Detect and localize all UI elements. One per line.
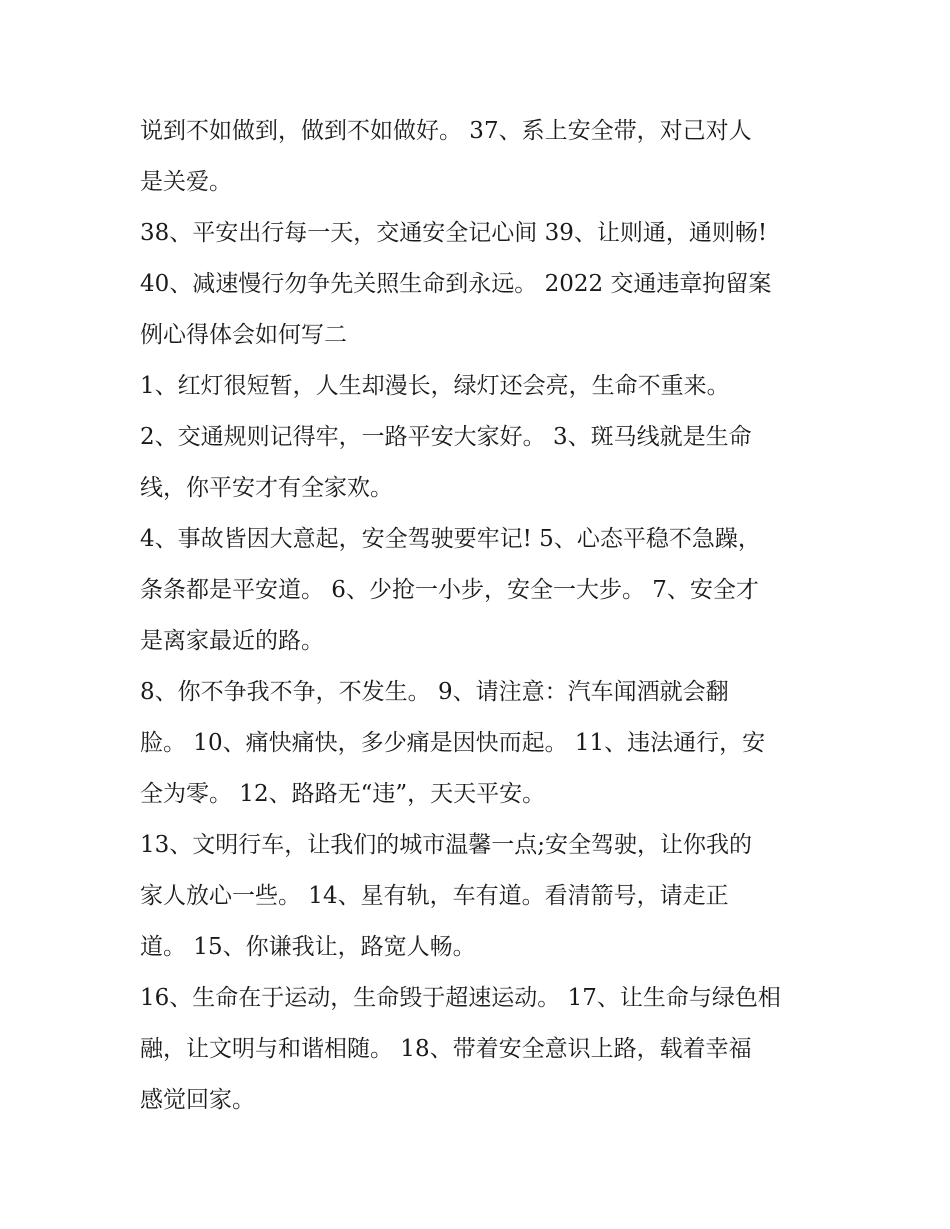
text-line: 全为零。 12、路路无“违”，天天平安。 bbox=[140, 781, 546, 807]
text-line: 是离家最近的路。 bbox=[140, 628, 324, 654]
text-line: 16、生命在于运动，生命毁于超速运动。 17、让生命与绿色相 bbox=[140, 985, 781, 1011]
text-line: 40、减速慢行勿争先关照生命到永远。 2022 交通违章拘留案 bbox=[140, 271, 772, 297]
text-line: 说到不如做到，做到不如做好。 37、系上安全带，对己对人 bbox=[140, 118, 752, 144]
text-line: 融，让文明与和谐相随。 18、带着安全意识上路，载着幸福 bbox=[140, 1036, 752, 1062]
text-line: 家人放心一些。 14、星有轨，车有道。看清箭号，请走正 bbox=[140, 883, 729, 909]
text-line: 感觉回家。 bbox=[140, 1087, 255, 1113]
text-line: 是关爱。 bbox=[140, 169, 232, 195]
text-line: 13、文明行车，让我们的城市温馨一点;安全驾驶，让你我的 bbox=[140, 832, 753, 858]
text-line: 线，你平安才有全家欢。 bbox=[140, 475, 393, 501]
text-line: 1、红灯很短暂，人生却漫长，绿灯还会亮，生命不重来。 bbox=[140, 373, 730, 399]
text-line: 4、事故皆因大意起，安全驾驶要牢记! 5、心态平稳不急躁， bbox=[140, 526, 761, 552]
text-line: 道。 15、你谦我让，路宽人畅。 bbox=[140, 934, 476, 960]
text-line: 脸。 10、痛快痛快，多少痛是因快而起。 11、违法通行，安 bbox=[140, 730, 766, 756]
text-line: 38、平安出行每一天，交通安全记心间 39、让则通，通则畅! bbox=[140, 220, 768, 246]
document-body bbox=[140, 106, 820, 1126]
text-line: 2、交通规则记得牢，一路平安大家好。 3、斑马线就是生命 bbox=[140, 424, 752, 450]
text-line: 条条都是平安道。 6、少抢一小步，安全一大步。 7、安全才 bbox=[140, 577, 759, 603]
text-line: 8、你不争我不争，不发生。 9、请注意：汽车闻酒就会翻 bbox=[140, 679, 729, 705]
text-line: 例心得体会如何写二 bbox=[140, 322, 347, 348]
